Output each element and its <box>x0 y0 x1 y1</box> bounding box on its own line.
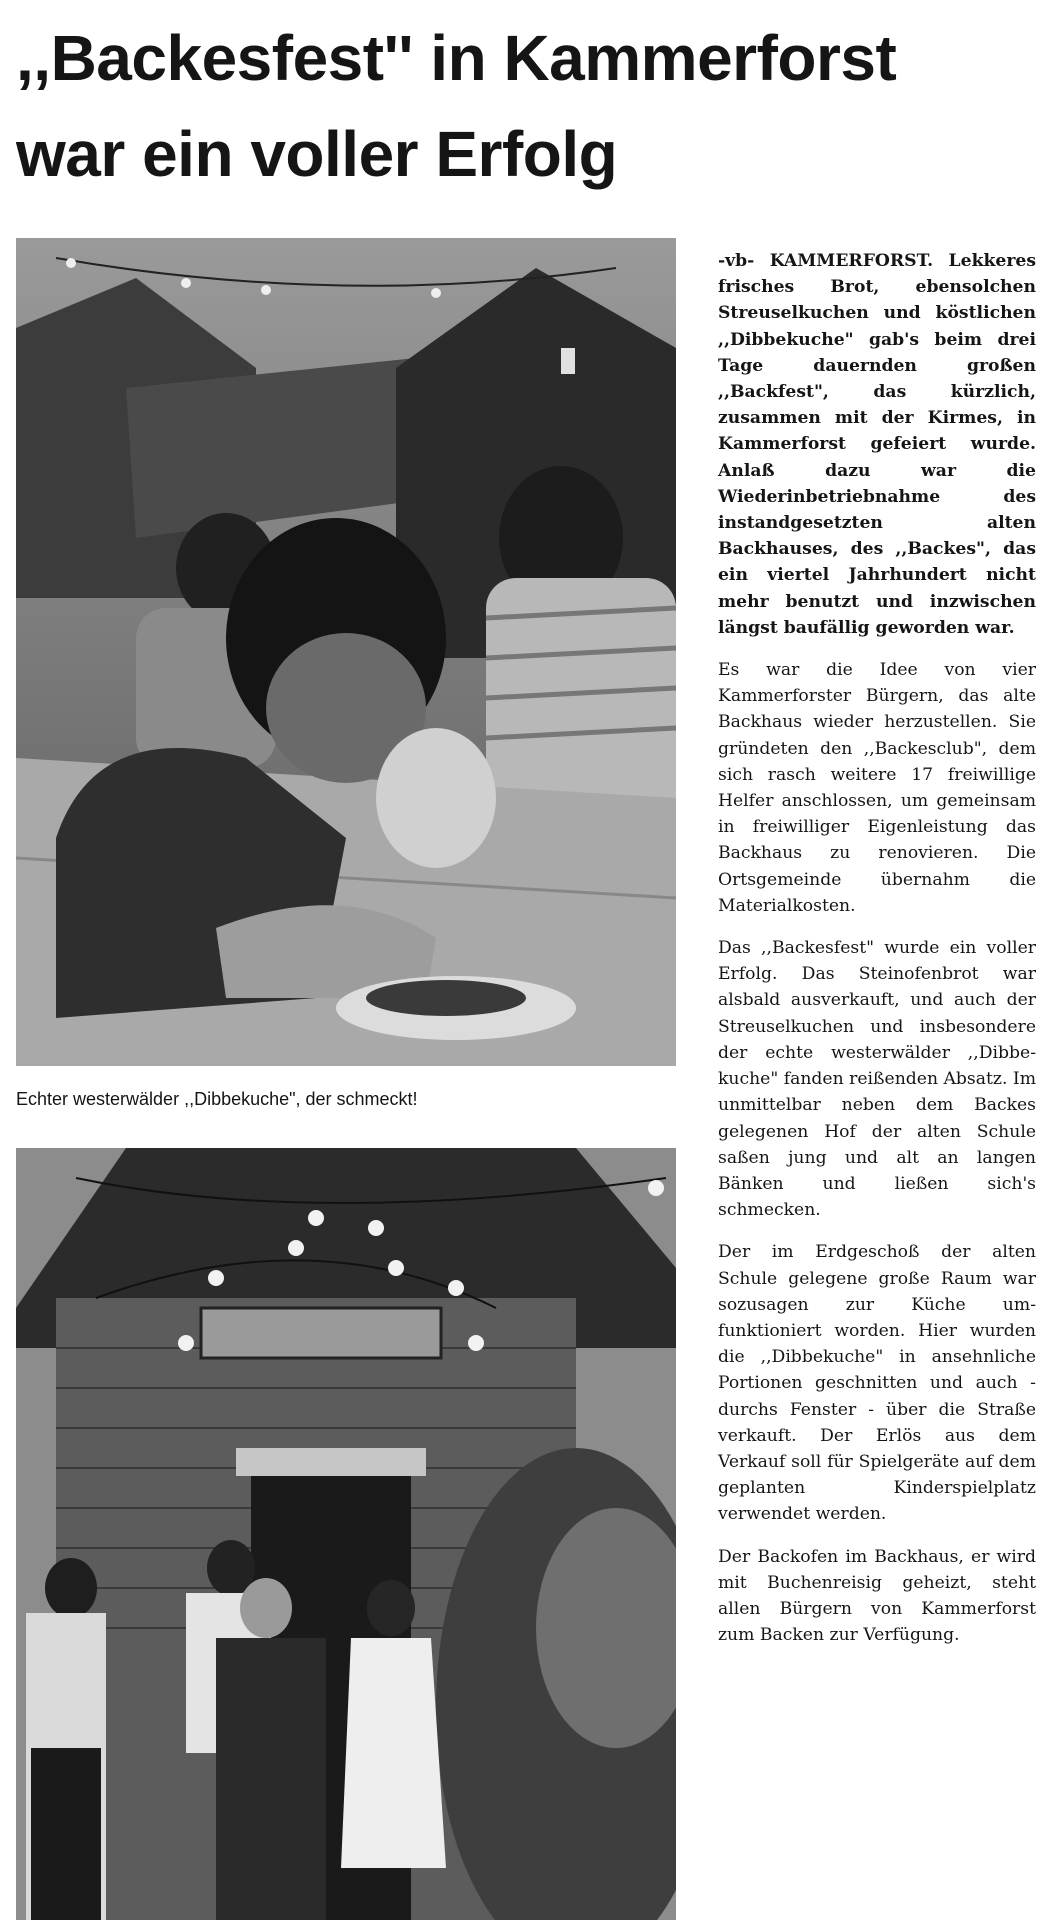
article-paragraph-5: Der Backofen im Backhaus, er wird mit Buchenreisig geheizt, steht allen Bürgern von Kammerforst zum Backen zur Verfügung. <box>718 1546 1036 1646</box>
photo-2-drawing <box>16 1148 676 1920</box>
article-body <box>718 248 1036 1664</box>
headline-line-1: ,,Backesfest'' in Kammerforst <box>16 22 897 94</box>
article-paragraph-2: Es war die Idee von vier Kammerforster Bürgern, das alte Backhaus wieder herzustellen. Sie gründeten den ,,Backesclub", dem sich rasch weitere 17 freiwillige Helfer anschlossen, um gemeinsam in freiwilliger Eigenleistung das Backhaus zu renovieren. Die Ortsgemeinde übernahm die Materialkosten. <box>718 660 1036 916</box>
headline-line-2: war ein voller Erfolg <box>16 118 618 190</box>
photo-people-eating-cake-icon <box>16 238 676 1066</box>
photo-bakehouse-with-people-icon <box>16 1148 676 1920</box>
headline <box>16 10 1036 202</box>
article-paragraph-1: -vb- KAMMERFORST. Lekkeres frisches Brot, ebensolchen Streuselkuchen und köstlichen ,,Dibbekuche" gab's beim drei Tage dauernden großen ,,Backfest", das kürzlich, zusammen mit der Kirmes, in Kammerforst gefeiert wurde. Anlaß dazu war die Wiederinbetriebnahme des instandgesetzten alten Backhauses, des ,,Backes", das ein viertel Jahrhundert nicht mehr benutzt und inzwischen längst baufällig geworden war. <box>718 251 1036 638</box>
article-paragraph-4: Der im Erdgeschoß der alten Schule gelegene große Raum war sozusagen zur Küche umfunktioniert worden. Hier wurden die ,,Dibbekuche" in ansehnliche Portionen geschnitten und auch - durchs Fenster - über die Straße verkauft. Der Erlös aus dem Verkauf soll für Spielgeräte auf dem geplanten Kinderspielplatz verwendet werden. <box>718 1242 1036 1525</box>
photo-caption: Echter westerwälder ,,Dibbekuche", der schmeckt! <box>16 1089 418 1109</box>
article-paragraph-3: Das ,,Backesfest" wurde ein voller Erfolg. Das Steinofenbrot war alsbald ausverkauft, und auch der Streuselkuchen und insbesondere der echte westerwälder ,,Dibbekuche" fanden reißenden Absatz. Im unmittelbar neben dem Backes gelegenen Hof der alten Schule saßen jung und alt an langen Bänken und ließen sich's schmecken. <box>718 938 1036 1221</box>
photo-1-drawing <box>16 238 676 1066</box>
